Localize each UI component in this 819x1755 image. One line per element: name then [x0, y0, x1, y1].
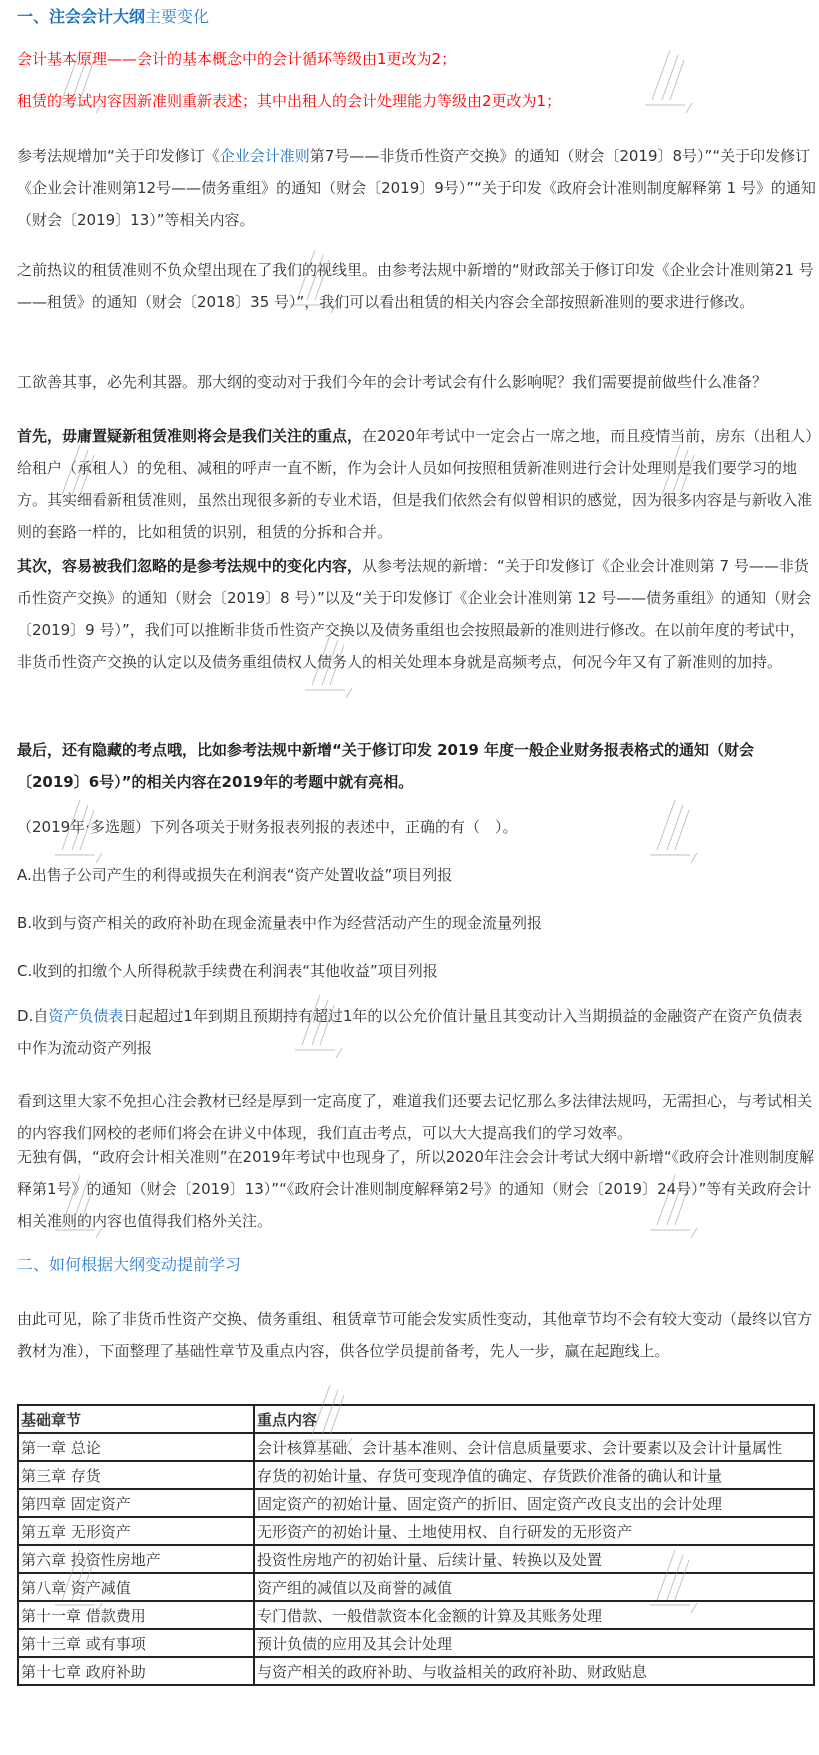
paragraph-section-2-intro: 由此可见，除了非货币性资产交换、债务重组、租赁章节可能会发实质性变动，其他章节均不会有较大变动（最终以官方教材为准），下面整理了基础性章节及重点内容，供各位学员提前备考，先人一步，赢在起跑线上。 [17, 1310, 813, 1360]
link-accounting-standards[interactable]: 企业会计准则 [219, 147, 310, 165]
watermark-icon [640, 45, 700, 115]
table-header-cell: 基础章节 [18, 1405, 254, 1433]
table-row [18, 1657, 814, 1685]
table-cell-content: 无形资产的初始计量、土地使用权、自行研发的无形资产 [254, 1517, 814, 1545]
paragraph-lease-standard: 之前热议的租赁准则不负众望出现在了我们的视线里。由参考法规中新增的“财政部关于修订印发《企业会计准则第21 号——租赁》的通知（财会〔2018〕35 号）”，我们可以看出租赁的相关内容会全部按照新准则的要求进行修改。 [17, 261, 814, 311]
second-point-text: 从参考法规的新增：“关于印发修订《企业会计准则第 7 号——非货币性资产交换》的通知（财会〔2019〕8 号）”以及“关于印发修订《企业会计准则第 12 号——债务重组》的通知（财会〔2019〕9 号）”，我们可以推断非货币性资产交换以及债务重组也会按照最新的准则进行修改。在以前年度的考试中，非货币性资产交换的认定以及债务重组债权人债务人的相关处理本身就是高频考点，何况今年又有了新准则的加持。 [17, 557, 812, 671]
table-cell-chapter: 第八章 资产减值 [18, 1573, 254, 1601]
second-point-bold: 其次，容易被我们忽略的是参考法规中的变化内容， [17, 557, 363, 575]
table-row [18, 1489, 814, 1517]
paragraph-first-point [17, 420, 817, 548]
first-point-text: 在2020年考试中一定会占一席之地，而且疫情当前，房东（出租人）给租户（承租人）的免租、减租的呼声一直不断，作为会计人员如何按照租赁新准则进行会计处理则是我们要学习的地方。其实细看新租赁准则，虽然出现很多新的专业术语，但是我们依然会有似曾相识的感觉，因为很多内容是与新收入准则的套路一样的，比如租赁的识别，租赁的分拆和合并。 [17, 427, 813, 541]
table-row [18, 1601, 814, 1629]
section-1-heading-bold: 一、注会会计大纲 [17, 7, 146, 26]
table-cell-content: 存货的初始计量、存货可变现净值的确定、存货跌价准备的确认和计量 [254, 1461, 814, 1489]
chapters-table [17, 1404, 815, 1686]
paragraph-no-worry: 看到这里大家不免担心注会教材已经是厚到一定高度了，难道我们还要去记忆那么多法律法规吗，无需担心，与考试相关的内容我们网校的老师们将会在讲义中体现，我们直击考点，可以大大提高我们的学习效率。 [17, 1092, 813, 1142]
paragraph-reference-laws [17, 140, 817, 236]
paragraph-text: 第7号——非货币性资产交换》的通知（财会〔2019〕8号）”“关于印发修订《企业会计准则第12号——债务重组》的通知（财会〔2019〕9号）”“关于印发《政府会计准则制度解释第 1 号》的通知（财会〔2019〕13）”等相关内容。 [17, 147, 816, 229]
paragraph-text: 参考法规增加“关于印发修订《 [17, 147, 220, 165]
section-1-heading [17, 4, 209, 27]
table-header-cell: 重点内容 [254, 1405, 814, 1433]
paragraph-third-point [17, 734, 817, 798]
table-cell-chapter: 第十一章 借款费用 [18, 1601, 254, 1629]
option-a: A.出售子公司产生的利得或损失在利润表“资产处置收益”项目列报 [17, 866, 453, 884]
third-point-bold: 最后，还有隐藏的考点哦，比如参考法规中新增“关于修订印发 2019 年度一般企业财务报表格式的通知（财会〔2019〕6号）”的相关内容在2019年的考题中就有亮相。 [17, 741, 755, 791]
watermark-icon [645, 795, 705, 865]
paragraph-second-point [17, 550, 817, 678]
table-cell-content: 固定资产的初始计量、固定资产的折旧、固定资产改良支出的会计处理 [254, 1489, 814, 1517]
table-cell-chapter: 第一章 总论 [18, 1433, 254, 1461]
table-cell-content: 投资性房地产的初始计量、后续计量、转换以及处置 [254, 1545, 814, 1573]
table-cell-content: 资产组的减值以及商誉的减值 [254, 1573, 814, 1601]
link-balance-sheet[interactable]: 资产负债表 [48, 1007, 124, 1025]
table-cell-chapter: 第三章 存货 [18, 1461, 254, 1489]
first-point-bold: 首先，毋庸置疑新租赁准则将会是我们关注的重点， [17, 427, 363, 445]
option-d-text: D.自 [17, 1007, 49, 1025]
section-2-heading: 二、如何根据大纲变动提前学习 [17, 1255, 242, 1274]
table-row [18, 1545, 814, 1573]
option-c: C.收到的扣缴个人所得税款手续费在利润表“其他收益”项目列报 [17, 962, 438, 980]
option-b: B.收到与资产相关的政府补助在现金流量表中作为经营活动产生的现金流量列报 [17, 914, 543, 932]
table-header-row [18, 1405, 814, 1433]
table-cell-chapter: 第四章 固定资产 [18, 1489, 254, 1517]
table-cell-content: 会计核算基础、会计基本准则、会计信息质量要求、会计要素以及会计计量属性 [254, 1433, 814, 1461]
option-d-text: 日起超过1年到期且预期持有超过1年的以公允价值计量且其变动计入当期损益的金融资产在资产负债表中作为流动资产列报 [17, 1007, 803, 1057]
section-1-heading-rest: 主要变化 [145, 7, 210, 26]
table-cell-chapter: 第五章 无形资产 [18, 1517, 254, 1545]
table-cell-chapter: 第十三章 或有事项 [18, 1629, 254, 1657]
table-row [18, 1461, 814, 1489]
table-row [18, 1573, 814, 1601]
table-cell-content: 与资产相关的政府补助、与收益相关的政府补助、财政贴息 [254, 1657, 814, 1685]
paragraph-government-accounting: 无独有偶，“政府会计相关准则”在2019年考试中也现身了，所以2020年注会会计考试大纲中新增“《政府会计准则制度解释第1号》的通知（财会〔2019〕13）”“《政府会计准则制度解释第2号》的通知（财会〔2019〕24号）”等有关政府会计相关准则的内容也值得我们格外关注。 [17, 1148, 815, 1230]
table-row [18, 1629, 814, 1657]
change-item-1: 会计基本原理——会计的基本概念中的会计循环等级由1更改为2； [17, 50, 457, 68]
table-cell-chapter: 第六章 投资性房地产 [18, 1545, 254, 1573]
exam-question: （2019年·多选题）下列各项关于财务报表列报的表述中，正确的有（ ）。 [17, 818, 518, 836]
change-item-2: 租赁的考试内容因新准则重新表述；其中出租人的会计处理能力等级由2更改为1； [17, 92, 562, 110]
option-d [17, 1000, 817, 1064]
table-cell-content: 专门借款、一般借款资本化金额的计算及其账务处理 [254, 1601, 814, 1629]
paragraph-preparation: 工欲善其事，必先利其器。那大纲的变动对于我们今年的会计考试会有什么影响呢？我们需要提前做些什么准备？ [17, 373, 768, 391]
table-cell-chapter: 第十七章 政府补助 [18, 1657, 254, 1685]
table-row [18, 1517, 814, 1545]
table-cell-content: 预计负债的应用及其会计处理 [254, 1629, 814, 1657]
table-row [18, 1433, 814, 1461]
